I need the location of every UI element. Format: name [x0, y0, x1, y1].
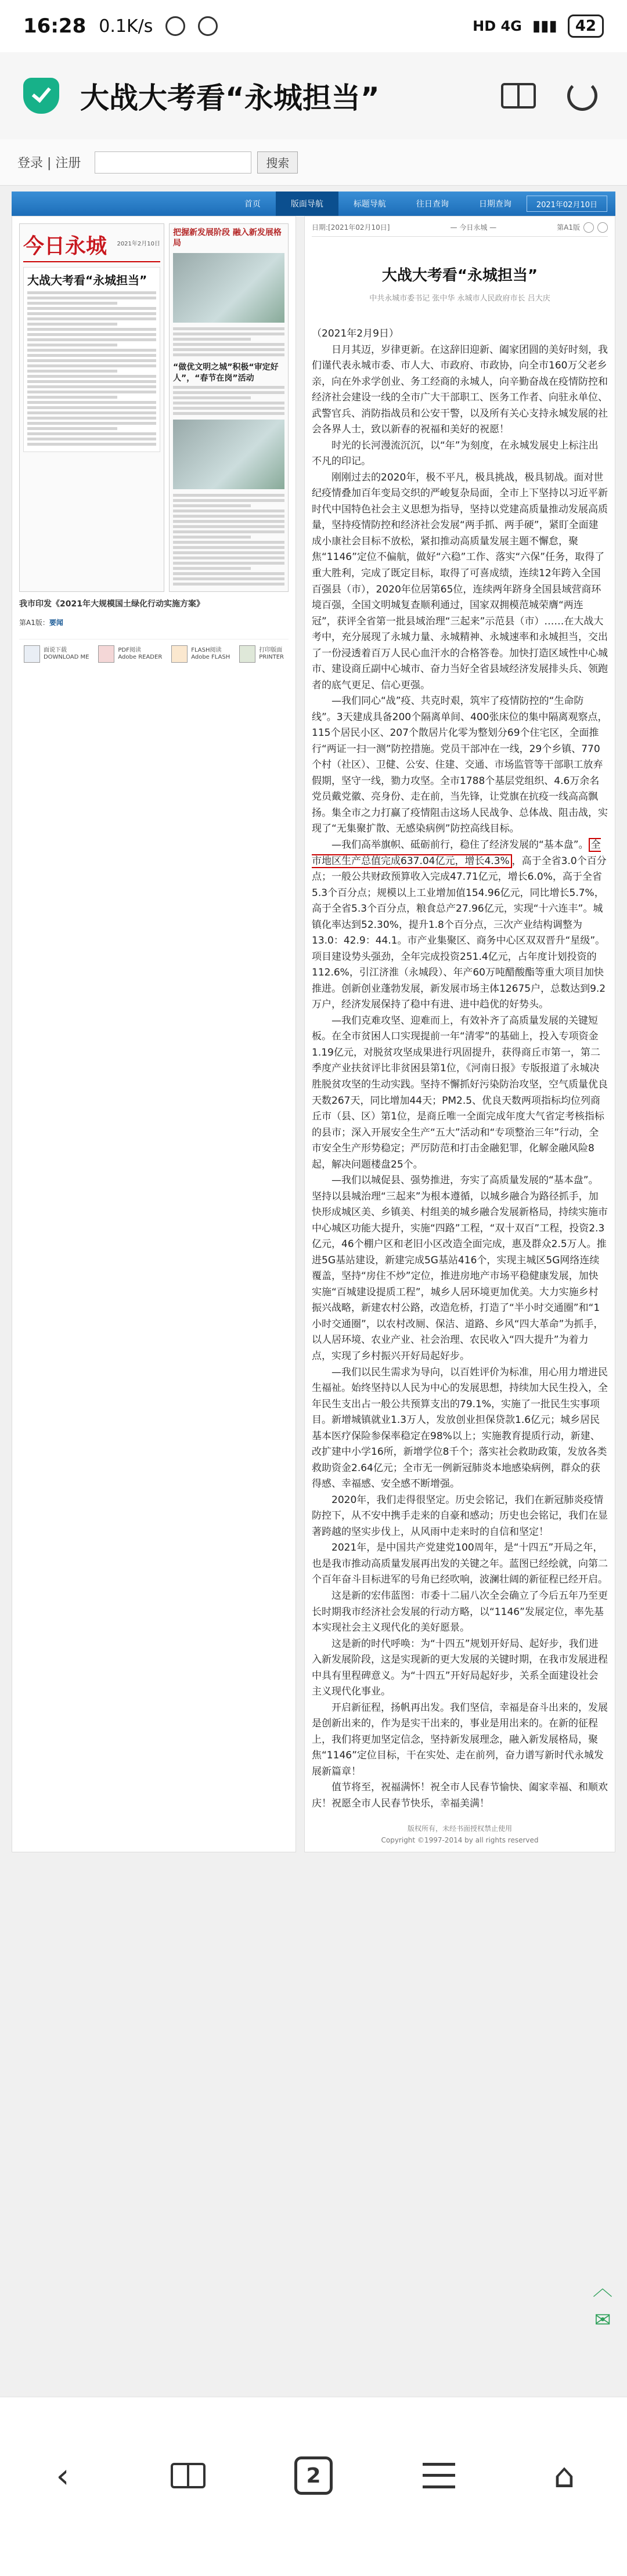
tools-row [19, 639, 289, 669]
article-paragraph: 2020年，我们走得很坚定。历史会铭记，我们在新冠肺炎疫情防控下，从不安中携手走来的自豪和感动；历史也会铭记，我们在显著跨越的坚实步伐上，从风雨中走来时的自信和坚定！ [312, 1494, 608, 1538]
menu-button[interactable] [413, 2449, 465, 2502]
article-paragraph: 2021年，是中国共产党建党100周年，是“十四五”开局之年，也是我市推动高质量发展再出发的关键之年。蓝图已经绘就，向第二个百年奋斗目标进军的号角已经吹响，波澜壮阔的新征程已经开启。 [312, 1542, 608, 1586]
battery-icon: 42 [568, 15, 604, 38]
nav-home[interactable]: 首页 [244, 200, 261, 209]
article-paragraph: 时光的长河漫流沉沉，以“年”为刻度，在永城发展史上标注出不凡的印记。 [312, 439, 599, 468]
book-icon [501, 83, 536, 109]
site-footer [312, 1823, 608, 1845]
prev-page-icon[interactable] [583, 222, 594, 233]
flash-tool[interactable] [171, 645, 230, 663]
shield-icon[interactable] [23, 78, 59, 114]
site-navbar [12, 192, 615, 216]
alarm-icon [198, 16, 218, 36]
paper-thumbnail[interactable] [19, 223, 289, 592]
login-strip [0, 139, 627, 186]
download-tool[interactable] [24, 645, 89, 663]
next-page-icon[interactable] [597, 222, 608, 233]
footer-copyright: Copyright ©1997-2014 by all rights reserved [381, 1836, 539, 1844]
nav-title-navigation[interactable]: 标题导航 [353, 200, 386, 209]
footer-rights: 版权所有，未经书面授权禁止使用 [407, 1824, 512, 1833]
bookmarks-icon [171, 2463, 206, 2488]
paper-bottom-headline[interactable]: 我市印发《2021年大规模国土绿化行动实施方案》 [19, 599, 204, 609]
search-button[interactable]: 搜索 [257, 151, 298, 174]
tool-sub: PRINTER [259, 653, 284, 660]
web-page [0, 139, 627, 2432]
page-title: 大战大考看“永城担当” [80, 81, 380, 115]
article-body [312, 326, 608, 1812]
side-headline-2[interactable]: “做优文明之城”积极“审定好人”，“春节在岗”活动 [173, 363, 279, 383]
search-input[interactable] [95, 151, 251, 174]
paper-headline[interactable]: 大战大考看“永城担当” [27, 273, 147, 287]
masthead-date: 2021年2月10日 [117, 241, 160, 247]
nav-date-select[interactable]: 2021年02月10日 [527, 196, 607, 212]
back-button[interactable] [37, 2449, 89, 2502]
clock-icon [165, 16, 185, 36]
article-paragraph: 日月其迈，岁律更新。在这辞旧迎新、阖家团圆的美好时刻，我们谨代表永城市委、市人大、市政府、市政协，向全市160万父老乡亲，向在外求学创业、务工经商的永城人，向辛勤奋战在疫情防控和经济社会建设一线的全市广大干部职工、医务工作者、向驻永单位、武警官兵、消防指战员和公安干警，以及所有关心支持永城发展的社会各界人士，致以新春的祝福和美好的祝愿！ [312, 344, 608, 436]
floating-actions [591, 2275, 614, 2332]
comment-icon[interactable]: ✉ [594, 2308, 611, 2332]
tool-label: 面说下载 [43, 646, 67, 653]
status-left [23, 15, 218, 38]
tool-label: 打印版面 [259, 646, 283, 653]
download-icon [24, 645, 40, 663]
article-paragraph: 开启新征程，扬帆再出发。我们坚信，幸福是奋斗出来的，发展是创新出来的，作为是实干出来的，事业是用出来的。在新的征程上，我们将更加坚定信念，坚持新发展理念，融入新发展格局，聚焦“1146”定位目标，干在实处、走在前列，奋力谱写新时代永城发展新篇章！ [312, 1701, 608, 1777]
nav-page-navigation[interactable]: 版面导航 [276, 192, 338, 216]
pdf-tool[interactable] [98, 645, 162, 663]
home-button[interactable] [538, 2449, 590, 2502]
article-toolbar [312, 222, 608, 237]
page-list [19, 617, 289, 627]
signal-icon: ▮▮▮ [532, 17, 557, 35]
page-list-prefix: 第A1版： [19, 618, 49, 627]
nav-past-query[interactable]: 往日查询 [416, 200, 449, 209]
masthead-logo: 今日永城 [23, 233, 107, 258]
paper-preview-panel [12, 216, 296, 1852]
flash-icon [171, 645, 188, 663]
article-title: 大战大考看“永城担当” [381, 267, 538, 284]
paper-photo [173, 253, 284, 323]
network-indicator: HD 4G [473, 18, 522, 34]
reload-button[interactable] [561, 74, 604, 117]
article-page: 第A1版 [557, 223, 580, 232]
tool-sub: Adobe FLASH [191, 653, 230, 660]
article-paragraph: —我们以民生需求为导向，以百姓评价为标准，用心用力增进民生福祉。始终坚持以人民为中心的发展思想，持续加大民生投入，全年民生支出占一般公共预算支出的79.1%，实施了一批民生实事项目。新增城镇就业1.3万人，发放创业担保贷款1.6亿元；城乡居民基本医疗保险参保率稳定在98%以上；实施教育提质行动，新建、改扩建中小学16所，新增学位8千个；落实社会救助政策，发放各类救助资金2.64亿元；全市无一例新冠肺炎本地感染病例，群众的获得感、幸福感、安全感不断增强。 [312, 1366, 608, 1490]
paper-photo-2 [173, 420, 284, 489]
article-date: 日期:[2021年02月10日] [312, 223, 390, 232]
status-right [473, 15, 604, 38]
paper-side-column[interactable] [169, 223, 289, 592]
print-tool[interactable] [239, 645, 284, 663]
status-speed: 0.1K/s [99, 16, 153, 37]
article-paragraph: 刚刚过去的2020年，极不平凡，极具挑战，极具韧战。面对世纪疫情叠加百年变局交织的严峻复杂局面，全市上下坚持以习近平新时代中国特色社会主义思想为指导，坚持以党建高质量推动发展高质量，坚持疫情防控和经济社会发展“两手抓、两手硬”，紧盯全面建成小康社会目标不放松，紧扣推动高质量发展主题不懈怠，聚焦“1146”定位不偏航，做好“六稳”工作、落实“六保”任务，取得了重大胜利，完成了既定目标，取得了可喜成绩，连续12年跨入全国百强县（市），2020年位居第65位，连续两年跻身全国县域营商环境百强，全国文明城复查顺利通过，国家双拥模范城荣膺“两连冠”，获评全省第一批县域治理“三起来”示范县（市）……在大战大考中，充分展现了永城力量、永城精神、永城速率和永城担当，交出了一份浸透着百万人民心血汗水的合格答卷。加快打造区域性中心城市、建设商丘副中心城市、奋力当好全省县域经济发展排头兵、领跑者的底气更足、信心更强。 [312, 471, 608, 691]
reader-mode-button[interactable] [497, 74, 540, 117]
status-time: 16:28 [23, 15, 87, 38]
article-paragraph: 这是新的时代呼唤：为“十四五”规划开好局、起好步，我们进入新发展阶段，这是实现新的更大发展的关键时期，在我市发展进程中具有里程碑意义。为“十四五”开好局起好步，关系全面建设社会主义现代化事业。 [312, 1638, 608, 1698]
article-subtitle: 中共永城市委书记 张中华 永城市人民政府市长 吕大庆 [369, 294, 550, 303]
article-paragraph: —我们以城促县、强势推进，夯实了高质量发展的“基本盘”。坚持以县城治理“三起来”为根本遵循，以城乡融合为路径抓手，加快形成城区美、乡镇美、村组美的城乡融合发展新格局，持续实施市中心城区功能大提升，实施“四路”工程，“双十双百”工程，投资2.3亿元，46个棚户区和老旧小区改造全面完成，惠及群众2.5万人。推进5G基站建设，新建完成5G基站416个，实现主城区5G网络连续覆盖，坚持“房住不炒”定位，推进房地产市场平稳健康发展，加快实施“百城建设提质工程”，城乡人居环境更加优美。大力实施乡村振兴战略，新建农村公路，改造危桥，打造了“半小时交通圈”和“1小时交通圈”，以农村改厕、保洁、道路、乡风“四大革命”为抓手，以人居环境、农业产业、社会治理、农民收入“四大提升”为着力点，实现了乡村振兴开好局起好步。 [312, 1175, 608, 1362]
paper-text-lines [27, 291, 156, 446]
login-register-link[interactable]: 登录 | 注册 [17, 156, 81, 171]
home-icon: ⌂ [553, 2456, 575, 2495]
tool-sub: Adobe READER [118, 653, 163, 660]
tool-label: FLASH阅读 [191, 646, 222, 653]
article-panel [304, 216, 615, 1852]
menu-icon [423, 2463, 455, 2488]
tool-label: PDF阅读 [118, 646, 141, 653]
side-headline-1[interactable]: 把握新发展阶段 融入新发展格局 [173, 228, 282, 248]
status-bar [0, 0, 627, 52]
tabs-button[interactable] [287, 2449, 340, 2502]
article-date-line: （2021年2月9日） [312, 328, 399, 339]
pdf-icon [98, 645, 114, 663]
browser-title-bar [0, 52, 627, 139]
article-paper-name: — 今日永城 — [450, 223, 497, 232]
article-paragraph: —我们同心“战”疫、共克时艰，筑牢了疫情防控的“生命防线”。3天建成具备200个隔离单间、400张床位的集中隔离观察点，115个居民小区、207个散居片化零为整划分69个住宅区，全面推行“两证一扫一测”防控措施。党员干部冲在一线，29个乡镇、770个村（社区）、卫健、公安、住建、交通、市场监管等干部职工放弃假期，坚守一线，勠力攻坚。全市1788个基层党组织、4.6万余名党员戴党徽、亮身份、走在前，当先锋，让党旗在抗疫一线高高飘扬。集全市之力打赢了疫情阻击这场人民战争、总体战、阻击战，实现了“无集聚扩散、无感染病例”防控高线目标。 [312, 695, 608, 835]
paper-front-page[interactable] [19, 223, 164, 592]
article-paragraph: —我们高举旗帜、砥砺前行，稳住了经济发展的“基本盘”。 全市地区生产总值完成637.04亿元，增长4.3% ，高于全省3.0个百分点；一般公共财政预算收入完成47.71亿元，增长6.0%，高于全省5.3个百分点；规模以上工业增加值154.96亿元，同比增长5.7%，高于全省5.3个百分点，粮食总产27.96亿元，实现“十六连丰”。城镇化率达到52.30%，提升1.8个百分点，三次产业结构调整为13.0：42.9：44.1。市产业集聚区、商务中心区双双晋升“星级”。项目建设势头强劲，全年完成投资251.4亿元，占年度计划投资的112.6%，引江济淮（永城段）、年产60万吨醋酸酯等重大项目加快推进。创新创业蓬勃发展，新发展市场主体12675户，总数达到9.2万户，经济发展保持了稳中有进、进中趋优的好势头。 [312, 839, 607, 1011]
main-content [0, 216, 627, 1852]
chevron-left-icon: ‹ [56, 2456, 70, 2495]
back-to-top-icon[interactable]: ︿ [593, 2277, 612, 2300]
printer-icon [239, 645, 255, 663]
paper-headline-block[interactable] [23, 267, 160, 452]
masthead [23, 227, 160, 262]
page-list-item[interactable]: 要闻 [49, 618, 63, 627]
nav-date-query[interactable]: 日期查询 [478, 200, 511, 209]
article-paragraph: 值节将至，祝福满怀！祝全市人民春节愉快、阖家幸福、和顺欢庆！祝愿全市人民春节快乐，幸福美满！ [312, 1782, 608, 1809]
bookmarks-button[interactable] [162, 2449, 214, 2502]
tabs-count-icon: 2 [294, 2456, 333, 2495]
highlighted-text: 全市地区生产总值完成637.04亿元，增长4.3% [312, 839, 601, 867]
reload-icon [567, 81, 597, 111]
tool-sub: DOWNLOAD ME [43, 653, 89, 660]
browser-bottom-bar [0, 2397, 627, 2576]
article-page-controls [557, 222, 608, 233]
article-paragraph: —我们克难攻坚、迎难而上，有效补齐了高质量发展的关键短板。在全市贫困人口实现提前一年“清零”的基础上，投入专项资金1.19亿元，对脱贫攻坚成果进行巩固提升，获得商丘市第一，第二季度产业扶贫评比非贫困县第1位，《河南日报》专版报道了永城决胜脱贫攻坚的生动实践。坚持不懈抓好污染防治攻坚，空气质量优良天数267天，同比增加44天；PM2.5、优良天数两项指标均位列商丘市（县、区）第1位，是商丘唯一全面完成年度大气省定考核指标的县市；深入开展安全生产“五大”活动和“专项整治三年”行动，全市安全生产形势稳定；严厉防范和打击金融犯罪，化解金融风险8起，解决问题楼盘25个。 [312, 1014, 608, 1170]
article-paragraph: 这是新的宏伟蓝图：市委十二届八次全会确立了今后五年乃至更长时期我市经济社会发展的行动方略，以“1146”发展定位，率先基本实现社会主义现代化的美好愿景。 [312, 1589, 608, 1634]
